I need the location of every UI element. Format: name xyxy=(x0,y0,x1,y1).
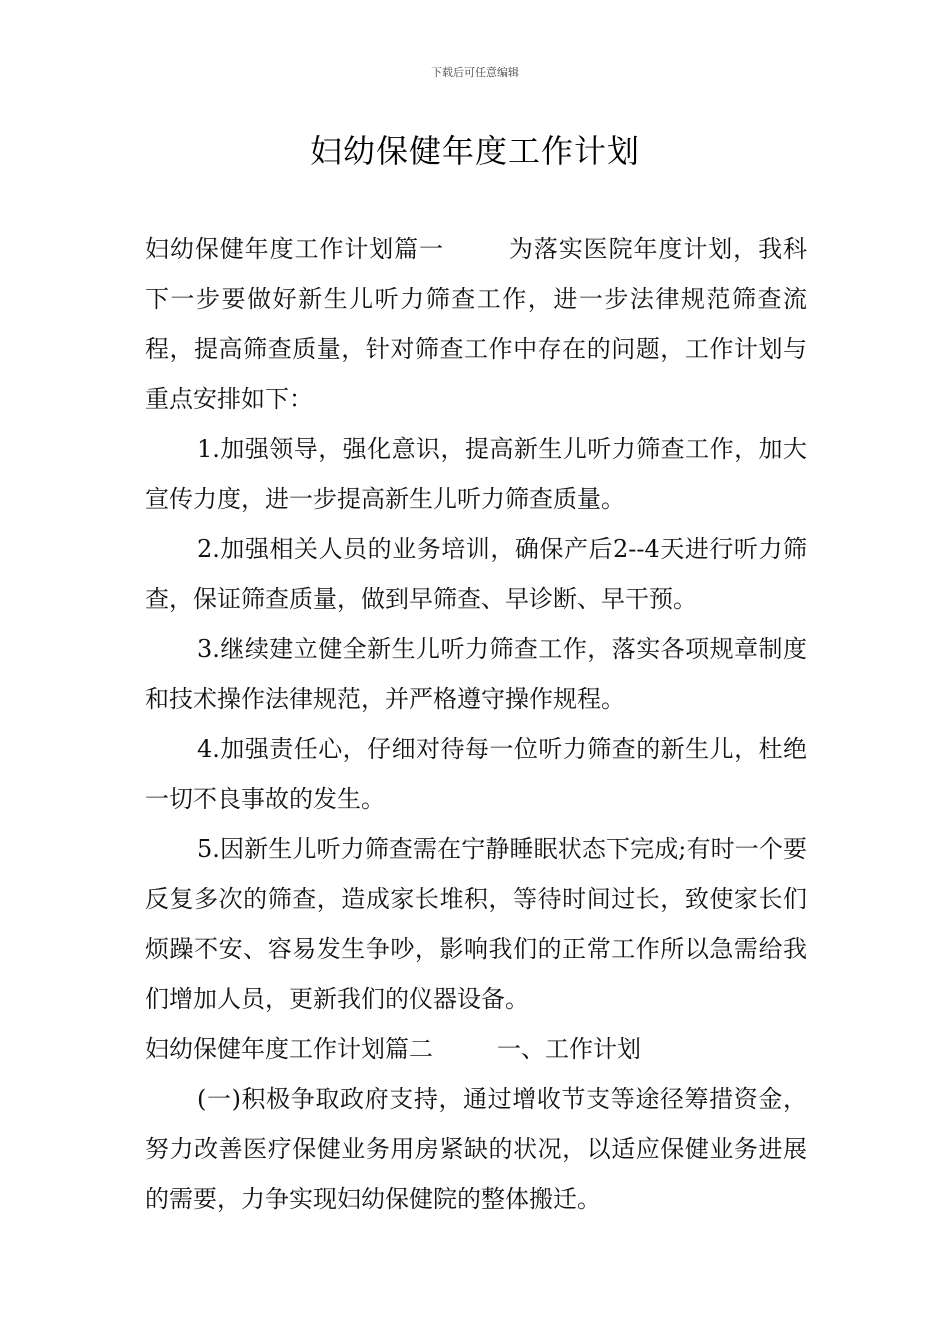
section1-item-2: 2.加强相关人员的业务培训，确保产后2--4天进行听力筛查，保证筛查质量，做到早筛查、早诊断、早干预。 xyxy=(145,535,807,613)
section1-intro-paragraph xyxy=(145,224,807,424)
document-body xyxy=(145,224,807,1224)
section2-heading: 妇幼保健年度工作计划篇二 xyxy=(145,1035,433,1063)
section2-subheading: 一、工作计划 xyxy=(497,1035,641,1063)
section2-heading-line xyxy=(145,1024,807,1074)
section1-item-3: 3.继续建立健全新生儿听力筛查工作，落实各项规章制度和技术操作法律规范，并严格遵守操作规程。 xyxy=(145,635,807,713)
section1-item-4: 4.加强责任心，仔细对待每一位听力筛查的新生儿，杜绝一切不良事故的发生。 xyxy=(145,735,807,813)
header-note: 下载后可任意编辑 xyxy=(431,66,519,79)
document-title: 妇幼保健年度工作计划 xyxy=(309,132,640,170)
section1-item-5: 5.因新生儿听力筛查需在宁静睡眠状态下完成;有时一个要反复多次的筛查，造成家长堆积，等待时间过长，致使家长们烦躁不安、容易发生争吵，影响我们的正常工作所以急需给我们增加人员，更新我们的仪器设备。 xyxy=(145,835,807,1013)
section1-item-1: 1.加强领导，强化意识，提高新生儿听力筛查工作，加大宣传力度，进一步提高新生儿听力筛查质量。 xyxy=(145,435,807,513)
section1-intro: 为落实医院年度计划，我科下一步要做好新生儿听力筛查工作，进一步法律规范筛查流程，提高筛查质量，针对筛查工作中存在的问题，工作计划与重点安排如下： xyxy=(145,235,807,413)
section1-heading: 妇幼保健年度工作计划篇一 xyxy=(145,235,444,263)
section2-item-1: (一)积极争取政府支持，通过增收节支等途径筹措资金，努力改善医疗保健业务用房紧缺的状况，以适应保健业务进展的需要，力争实现妇幼保健院的整体搬迁。 xyxy=(145,1085,807,1213)
